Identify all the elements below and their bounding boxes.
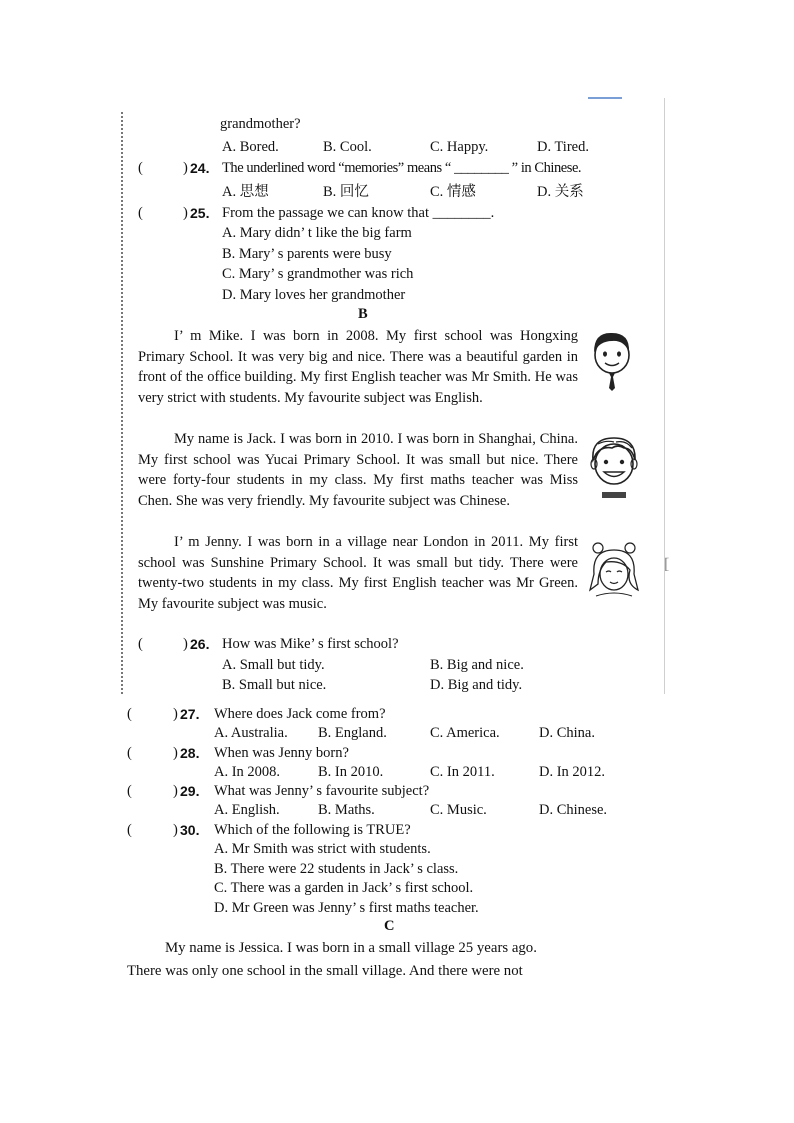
jenny-portrait: [586, 540, 642, 602]
mike-portrait: [588, 330, 636, 392]
q25-stem: From the passage we can know that ________.: [222, 205, 495, 221]
q26-option-c[interactable]: B. Small but nice.: [222, 677, 327, 693]
q25-answer-paren-close[interactable]: ): [183, 205, 188, 221]
blue-mark: [588, 97, 622, 99]
q28-stem: When was Jenny born?: [214, 745, 349, 761]
q25-answer-paren-open[interactable]: (: [138, 205, 143, 221]
q23-option-a[interactable]: A. Bored.: [222, 139, 279, 155]
right-margin-rule: [664, 98, 665, 694]
q29-option-a[interactable]: A. English.: [214, 802, 280, 818]
q24-option-b[interactable]: B. 回忆: [323, 184, 369, 200]
q25-option-b[interactable]: B. Mary’ s parents were busy: [222, 246, 392, 262]
q24-option-c[interactable]: C. 情感: [430, 184, 476, 200]
q30-option-c[interactable]: C. There was a garden in Jack’ s first school.: [214, 880, 474, 896]
q26-number: 26.: [190, 636, 210, 652]
section-c-line-2: There was only one school in the small village. And there were not: [127, 963, 523, 979]
q24-option-a[interactable]: A. 思想: [222, 184, 269, 200]
q23-stem-tail: grandmother?: [220, 116, 301, 132]
q26-option-d[interactable]: D. Big and tidy.: [430, 677, 523, 693]
q27-option-b[interactable]: B. England.: [318, 725, 387, 741]
q29-option-d[interactable]: D. Chinese.: [539, 802, 608, 818]
section-b-heading: B: [358, 306, 368, 322]
q30-option-d[interactable]: D. Mr Green was Jenny’ s first maths teacher.: [214, 900, 479, 916]
q26-answer-paren-close[interactable]: ): [183, 636, 188, 652]
q28-number: 28.: [180, 745, 200, 761]
q27-number: 27.: [180, 706, 200, 722]
q24-option-d[interactable]: D. 关系: [537, 184, 584, 200]
q30-stem: Which of the following is TRUE?: [214, 822, 411, 838]
q23-option-d[interactable]: D. Tired.: [537, 139, 589, 155]
section-c-line-1: My name is Jessica. I was born in a small village 25 years ago.: [165, 940, 537, 956]
q27-answer-paren-open[interactable]: (: [127, 706, 132, 722]
q29-answer-paren-open[interactable]: (: [127, 783, 132, 799]
q26-option-b[interactable]: B. Big and nice.: [430, 657, 524, 673]
q23-option-b[interactable]: B. Cool.: [323, 139, 372, 155]
q28-answer-paren-close[interactable]: ): [173, 745, 178, 761]
q24-answer-paren-close[interactable]: ): [183, 160, 188, 176]
q25-option-c[interactable]: C. Mary’ s grandmother was rich: [222, 266, 414, 282]
q29-option-c[interactable]: C. Music.: [430, 802, 487, 818]
mike-paragraph: I’ m Mike. I was born in 2008. My first school was Hongxing Primary School. It was very big and nice. There was a beautiful garden in front of the office building. My first English teacher was Mr Smith. He was very strict with students. My favourite subject was English.: [138, 328, 578, 406]
q27-option-a[interactable]: A. Australia.: [214, 725, 288, 741]
q24-answer-paren-open[interactable]: (: [138, 160, 143, 176]
q29-number: 29.: [180, 783, 200, 799]
dotted-binding-line: [121, 112, 123, 694]
q25-option-a[interactable]: A. Mary didn’ t like the big farm: [222, 225, 412, 241]
q29-stem: What was Jenny’ s favourite subject?: [214, 783, 430, 799]
q30-number: 30.: [180, 822, 200, 838]
q23-option-c[interactable]: C. Happy.: [430, 139, 489, 155]
q26-answer-paren-open[interactable]: (: [138, 636, 143, 652]
section-c-heading: C: [384, 918, 395, 934]
q26-option-a[interactable]: A. Small but tidy.: [222, 657, 325, 673]
q29-answer-paren-close[interactable]: ): [173, 783, 178, 799]
q27-answer-paren-close[interactable]: ): [173, 706, 178, 722]
q30-answer-paren-open[interactable]: (: [127, 822, 132, 838]
jack-portrait: [588, 434, 640, 502]
q30-option-b[interactable]: B. There were 22 students in Jack’ s class.: [214, 861, 459, 877]
q28-option-d[interactable]: D. In 2012.: [539, 764, 606, 780]
q27-option-d[interactable]: D. China.: [539, 725, 595, 741]
q29-option-b[interactable]: B. Maths.: [318, 802, 375, 818]
q27-option-c[interactable]: C. America.: [430, 725, 500, 741]
q30-option-a[interactable]: A. Mr Smith was strict with students.: [214, 841, 431, 857]
q28-option-a[interactable]: A. In 2008.: [214, 764, 281, 780]
q30-answer-paren-close[interactable]: ): [173, 822, 178, 838]
q28-option-b[interactable]: B. In 2010.: [318, 764, 384, 780]
q28-answer-paren-open[interactable]: (: [127, 745, 132, 761]
jack-paragraph: My name is Jack. I was born in 2010. I was born in Shanghai, China. My first school was Yucai Primary School. It was small but nice. There were forty-four students in my class. My first maths teacher was Miss Chen. She was very friendly. My favourite subject was Chinese.: [138, 431, 578, 509]
q28-option-c[interactable]: C. In 2011.: [430, 764, 495, 780]
q26-stem: How was Mike’ s first school?: [222, 636, 399, 652]
q25-number: 25.: [190, 205, 210, 221]
q24-stem: The underlined word “memories” means “ ________ ” in Chinese.: [222, 160, 582, 176]
q25-option-d[interactable]: D. Mary loves her grandmother: [222, 287, 406, 303]
jenny-paragraph: I’ m Jenny. I was born in a village near London in 2011. My first school was Sunshine Primary School. It was small but tidy. There were twenty-two students in my class. My first English teacher was Mr Green. My favourite subject was music.: [138, 534, 578, 612]
q24-number: 24.: [190, 160, 210, 176]
edge-mark: [: [664, 556, 670, 573]
q27-stem: Where does Jack come from?: [214, 706, 386, 722]
